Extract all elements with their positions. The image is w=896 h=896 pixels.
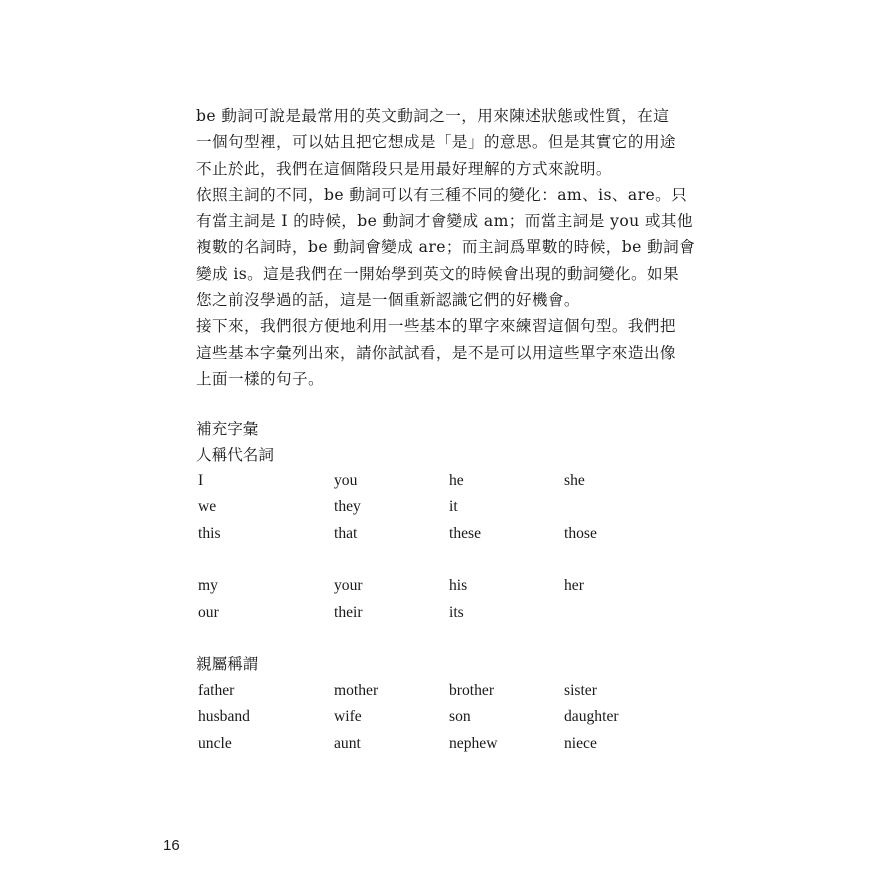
vocab-word: she xyxy=(564,472,585,489)
vocab-word: aunt xyxy=(334,735,361,752)
vocab-word: its xyxy=(449,604,464,621)
vocab-word: sister xyxy=(564,682,597,699)
vocab-word: your xyxy=(334,577,363,594)
vocab-word: mother xyxy=(334,682,379,699)
vocab-word: those xyxy=(564,525,597,542)
vocab-heading: 補充字彙 xyxy=(196,420,259,438)
vocab-word: these xyxy=(449,525,482,542)
vocab-word: niece xyxy=(564,735,597,752)
vocab-word: father xyxy=(198,682,235,699)
vocab-word: that xyxy=(334,525,358,542)
vocab-word: husband xyxy=(198,708,250,725)
paragraph-be-verb-intro: be 動詞可說是最常用的英文動詞之一，用來陳述狀態或性質，在這 一個句型裡，可以姑且把它想成是「是」的意思。但是其實它的用途 不止於此，我們在這個階段只是用最好理解的方式來說明。 xyxy=(196,107,676,178)
vocab-word: their xyxy=(334,604,363,621)
paragraph-be-verb-forms: 依照主詞的不同，be 動詞可以有三種不同的變化：am、is、are。只 有當主詞是 I 的時候，be 動詞才會變成 am；而當主詞是 you 或其他 複數的名詞時，be 動詞會變成 are；而主詞爲單數的時候，be 動詞會 變成 is。這是我們在一開始學到英文的時候會出現的動詞變化。如果 您之前沒學過的話，這是一個重新認識它們的好機會。 xyxy=(196,185,696,310)
vocab-word: this xyxy=(198,525,221,542)
paragraph-practice: 接下來，我們很方便地利用一些基本的單字來練習這個句型。我們把 這些基本字彙列出來，請你試試看，是不是可以用這些單字來造出像 上面一樣的句子。 xyxy=(196,317,676,388)
vocab-word: we xyxy=(198,498,217,515)
body-text xyxy=(196,103,700,392)
vocab-word: our xyxy=(198,604,219,621)
pronouns-title: 人稱代名詞 xyxy=(196,446,274,464)
vocab-word: it xyxy=(449,498,458,515)
vocab-word: his xyxy=(449,577,468,594)
vocab-word: daughter xyxy=(564,708,619,725)
vocab-word: son xyxy=(449,708,471,725)
vocab-word: nephew xyxy=(449,735,498,752)
page-number: 16 xyxy=(163,837,180,854)
vocab-word: you xyxy=(334,472,358,489)
vocab-word: brother xyxy=(449,682,495,699)
vocab-word: her xyxy=(564,577,584,594)
vocab-word: he xyxy=(449,472,464,489)
vocab-word: my xyxy=(198,577,218,594)
vocab-word: wife xyxy=(334,708,362,725)
vocab-word: they xyxy=(334,498,361,515)
family-title: 親屬稱謂 xyxy=(196,655,259,673)
vocab-word: uncle xyxy=(198,735,232,752)
vocab-word: I xyxy=(198,472,204,489)
